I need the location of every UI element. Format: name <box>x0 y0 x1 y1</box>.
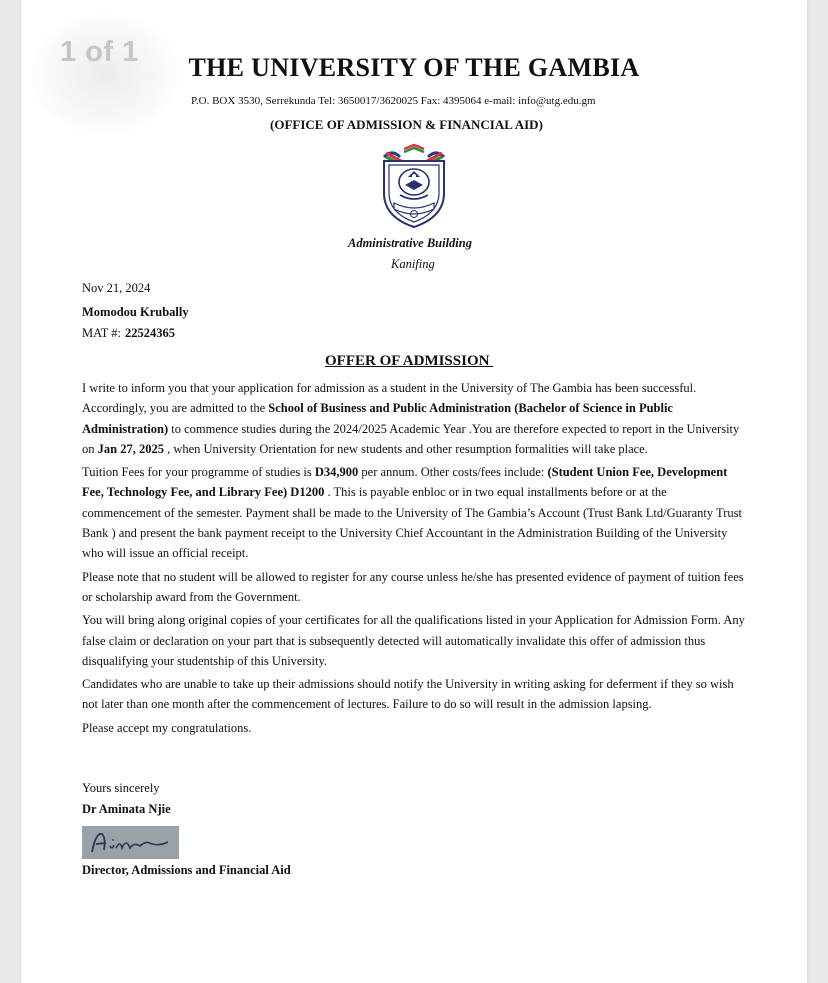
letter-body <box>82 378 746 741</box>
deferment-paragraph: Candidates who are unable to take up their admissions should notify the University in writing asking for deferment if they so wish not later than one month after the commencement of lectures. Failure to do so will result in the admission lapsing. <box>82 677 734 712</box>
mat-number: 22524365 <box>125 326 176 340</box>
certificates-paragraph: You will bring along original copies of your certificates for all the qualifications listed in your Application for Admission Form. Any false claim or declaration on your part that is subsequently detected will automatically invalidate this offer of admission thus disqualifying your studentship of this University. <box>82 613 745 668</box>
building-location: Kanifing <box>391 257 435 271</box>
university-title: THE UNIVERSITY OF THE GAMBIA <box>188 53 640 82</box>
student-name: Momodou Krubally <box>82 305 189 319</box>
letter-date: Nov 21, 2024 <box>82 281 151 295</box>
admission-paragraph: I write to inform you that your application for admission as a student in the University of The Gambia has been successful. Accordingly, you are admitted to the School of Business and Public Administration (Bachelor of Science in Public Administration) to commence studies during the 2024/2025 Academic Year .You are therefore expected to report in the University on Jan 27, 2025 , when University Orientation for new students and other resumption formalities will take place. <box>82 381 740 456</box>
mat-number-line <box>82 326 175 341</box>
school-name: School of Business and Public Administration (Bachelor of Science in Public Administration) <box>82 401 673 436</box>
closing-line: Yours sincerely <box>82 781 160 795</box>
other-fees: (Student Union Fee, Development Fee, Technology Fee, and Library Fee) D1200 <box>82 465 728 500</box>
letter-title: OFFER OF ADMISSION <box>325 353 494 369</box>
mat-label: MAT #: <box>82 326 122 340</box>
office-name: (OFFICE OF ADMISSION & FINANCIAL AID) <box>270 117 543 132</box>
fees-paragraph: Tuition Fees for your programme of studies is D34,900 per annum. Other costs/fees include: (Student Union Fee, Development Fee, Technology Fee, and Library Fee) D1200 . This is payable enbloc or in two equal installments before or at the commencement of the semester. Payment shall be made to the University of The Gambia’s Account (Trust Bank Ltd/Guaranty Trust Bank ) and present the bank payment receipt to the University Chief Accountant in the Administration Building of the University who will issue an official receipt. <box>82 465 742 561</box>
signatory-name: Dr Aminata Njie <box>82 802 171 816</box>
report-date: Jan 27, 2025 <box>97 441 164 456</box>
building-name: Administrative Building <box>348 236 472 250</box>
registration-paragraph: Please note that no student will be allowed to register for any course unless he/she has presented evidence of payment of tuition fees or scholarship award from the Government. <box>82 569 744 604</box>
handwritten-signature-icon <box>82 826 179 859</box>
signatory-title: Director, Admissions and Financial Aid <box>82 863 291 877</box>
university-crest-icon <box>378 143 450 231</box>
congratulations-paragraph: Please accept my congratulations. <box>82 720 252 735</box>
page-count-text: 1 of 1 <box>60 36 139 68</box>
tuition-fee: D34,900 <box>314 465 359 480</box>
contact-line: P.O. BOX 3530, Serrekunda Tel: 3650017/3620025 Fax: 4395064 e-mail: info@utg.edu.gm <box>191 95 596 107</box>
